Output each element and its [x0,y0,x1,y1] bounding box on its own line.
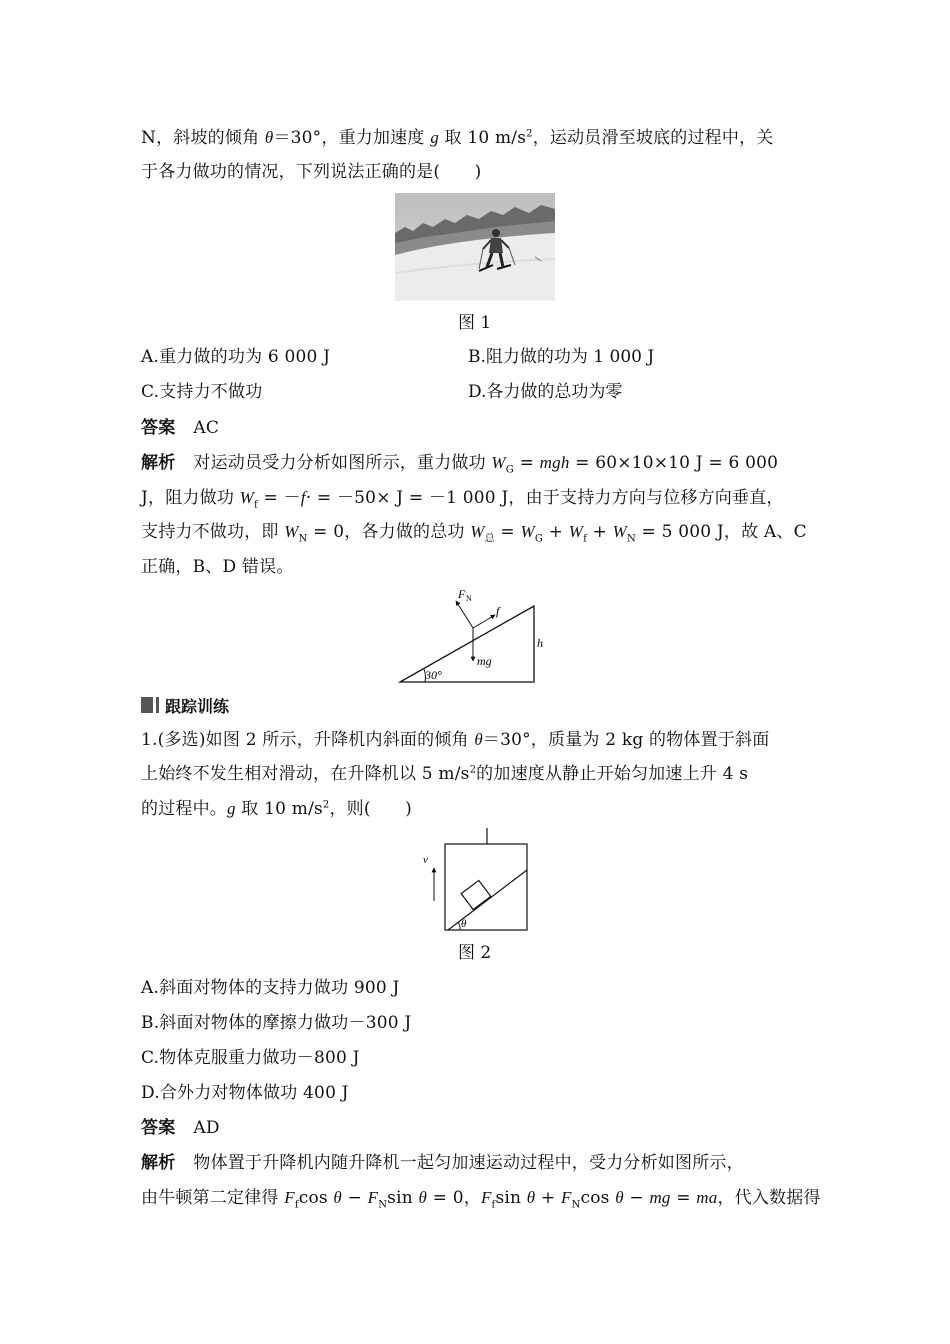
friction-label: f [496,604,500,618]
analysis-1-label: 解析 [141,453,176,473]
velocity-label: v [423,854,428,866]
option-2-d: D.合外力对物体做功 400 J [141,1083,349,1103]
elevator-diagram [420,826,534,934]
normal-force-label: F [458,587,466,601]
normal-force-arrow [456,601,473,628]
analysis-1-line-1: 解析 对运动员受力分析如图所示，重力做功 $W_G$ = mgh = 60×10×10 J = 6 000 [141,453,779,476]
angle-label: 30° [425,668,442,682]
incline-force-diagram [395,585,545,687]
incline-triangle [400,606,534,682]
question-2-line-1: 1.(多选)如图 2 所示，升降机内斜面的倾角 θ＝30°，质量为 2 kg 的物体置于斜面 [141,730,770,750]
skier-photo [395,193,555,301]
question-2-line-3: 的过程中。g 取 10 $m/s^2$，则( ) [141,799,412,819]
answer-2-value: AD [193,1118,220,1138]
option-1-a: A.重力做的功为 6 000 J [141,347,331,367]
section-title: 跟踪训练 [165,696,230,716]
figure-1-caption: 图 1 [458,313,492,333]
section-marker-icon [141,697,159,713]
option-1-d: D.各力做的总功为零 [468,382,623,402]
analysis-1-line-2: J，阻力做功 $W_f = -f\cdot = -50\times J = -1$ 000 J，由于支持力方向与位移方向垂直， [141,488,784,511]
option-2-c: C.物体克服重力做功－800 J [141,1048,360,1068]
theta-arc [458,922,460,930]
section-header [141,694,229,716]
answer-2-label: 答案 [141,1118,176,1138]
answer-2 [141,1117,220,1139]
option-1-c: C.支持力不做功 [141,382,263,402]
question-2-line-2: 上始终不发生相对滑动，在升降机以 5 $m/s^2$的加速度从静止开始匀加速上升 4 s [141,764,749,784]
theta-label: θ [461,918,467,930]
analysis-2-line-2: 由牛顿第二定律得 $F_f\cos$ $\theta - F_N\sin$ θ = 0，$F_f\sin$ $\theta + F_N\cos$ θ − mg = ma，代入数据得 [141,1188,821,1211]
height-label: h [537,636,543,650]
option-2-a: A.斜面对物体的支持力做功 900 J [141,978,400,998]
answer-1 [141,417,219,439]
analysis-1-line-3: 支持力不做功，即 $W_N = 0$，各力做的总功 $W_总 = W_G + W_f + W_N = 5$ 000 J，故 A、C [141,522,807,545]
question-intro-line-1: N，斜坡的倾角 θ＝30°，重力加速度 g 取 10 $m/s^2$，运动员滑至坡底的过程中，关 [141,128,774,148]
option-1-b: B.阻力做的功为 1 000 J [468,347,655,367]
incline-line [448,870,527,930]
analysis-1-line-4: 正确，B、D 错误。 [141,557,294,577]
answer-1-label: 答案 [141,418,176,438]
gravity-label: mg [477,654,492,668]
elevator-box [445,844,527,930]
answer-1-value: AC [193,418,220,438]
analysis-2-label: 解析 [141,1153,176,1173]
option-2-b: B.斜面对物体的摩擦力做功－300 J [141,1013,412,1033]
block [461,880,491,909]
normal-force-sub: N [466,594,472,603]
question-intro-line-2: 于各力做功的情况，下列说法正确的是( ) [141,162,482,182]
analysis-2-line-1: 解析 物体置于升降机内随升降机一起匀加速运动过程中，受力分析如图所示， [141,1153,744,1173]
figure-2-caption: 图 2 [458,943,492,963]
friction-arrow [473,615,495,628]
